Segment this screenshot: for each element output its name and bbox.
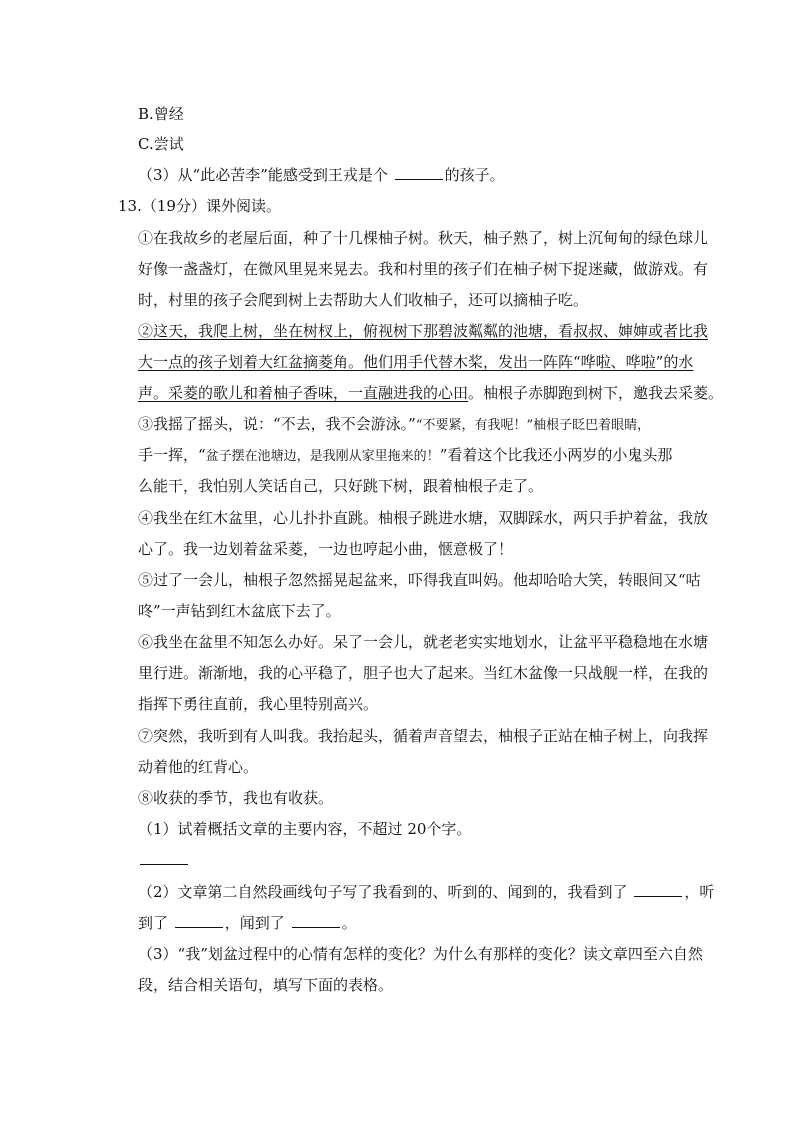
option-c: C.尝试 bbox=[138, 135, 184, 153]
q13-sub3-line: 段，结合相关语句，填写下面的表格。 bbox=[138, 976, 394, 994]
p1-line: 好像一盏盏灯，在微风里晃来晃去。我和村里的孩子们在柚子树下捉迷藏，做游戏。有 bbox=[138, 260, 709, 278]
q13-sub2-text: （2）文章第二自然段画线句子写了我看到的、听到的、闻到的，我看到了 bbox=[138, 883, 628, 901]
q12-sub3-text: （3）从“此必苦李”能感受到王戎是个 bbox=[138, 166, 388, 184]
p2-underlined-line: 大一点的孩子划着大红盆摘菱角。他们用手代替木桨，发出一阵阵“哗啦、哗啦”的水 bbox=[138, 353, 694, 371]
p4-line: ④我坐在红木盆里，心儿扑扑直跳。柚根子跳进水塘，双脚踩水，两只手护着盆，我放 bbox=[138, 509, 709, 527]
p3-line2-b: 盆子摆在池塘边，是我刚从家里拖来的！ bbox=[205, 449, 440, 464]
p3-line2-a: 手一挥，“ bbox=[138, 446, 206, 464]
p2-rest-segment: 。柚根子赤脚跑到树下，邀我去采菱。 bbox=[468, 384, 724, 402]
q13-sub2-text: ，闻到了 bbox=[224, 914, 285, 932]
p5-line: ⑤过了一会儿，柚根子忽然摇晃起盆来，吓得我直叫妈。他却哈哈大笑，转眼间又“咕 bbox=[138, 571, 701, 589]
p7-line: 动着他的红背心。 bbox=[138, 758, 259, 776]
p3-line3: 么能干，我怕别人笑话自己，只好跳下树，跟着柚根子走了。 bbox=[138, 477, 544, 495]
heard-blank[interactable] bbox=[175, 913, 223, 928]
p6-line: 指挥下勇往直前，我心里特别高兴。 bbox=[138, 695, 379, 713]
q12-sub3 bbox=[138, 165, 505, 185]
p7-line: ⑦突然，我听到有人叫我。我抬起头，循着声音望去，柚根子正站在柚子树上，向我挥 bbox=[138, 727, 709, 745]
answer-blank[interactable] bbox=[395, 165, 443, 180]
sub1-answer-line[interactable] bbox=[138, 850, 190, 870]
p2-line3 bbox=[138, 383, 723, 403]
p1-line: ①在我故乡的老屋后面，种了十几棵柚子树。秋天，柚子熟了，树上沉甸甸的绿色球儿 bbox=[138, 229, 709, 247]
q13-sub2-line1 bbox=[138, 882, 714, 902]
p6-line: 里行进。渐渐地，我的心平稳了，胆子也大了起来。当红木盆像一只战舰一样，在我的 bbox=[138, 664, 709, 682]
p3-dialog-a: ③我摇了摇头，说：“不去，我不会游泳。” bbox=[138, 415, 416, 433]
seen-blank[interactable] bbox=[634, 882, 682, 897]
q13-sub2-text: ，听 bbox=[684, 883, 715, 901]
p3-dialog-b: “不要紧，有我呢！”柚根子眨巴着眼睛， bbox=[415, 418, 651, 433]
p4-line: 心了。我一边划着盆采菱，一边也哼起小曲，惬意极了！ bbox=[138, 540, 514, 558]
p2-underlined-line: ②这天，我爬上树，坐在树杈上，俯视树下那碧波粼粼的池塘，看叔叔、婶婶或者比我 bbox=[138, 322, 709, 340]
p1-line: 时，村里的孩子会爬到树上去帮助大人们收柚子，还可以摘柚子吃。 bbox=[138, 291, 589, 309]
smelled-blank[interactable] bbox=[292, 913, 340, 928]
q13-sub1: （1）试着概括文章的主要内容，不超过 20个字。 bbox=[138, 820, 472, 838]
p3-line1 bbox=[138, 414, 650, 436]
p3-line2 bbox=[138, 445, 672, 467]
p3-line2-c: ”看着这个比我还小两岁的小鬼头那 bbox=[439, 446, 673, 464]
option-b: B.曾经 bbox=[138, 105, 184, 123]
q12-sub3-end: 的孩子。 bbox=[444, 166, 505, 184]
q13-sub3-line: （3）“我”划盆过程中的心情有怎样的变化？为什么有那样的变化？读文章四至六自然 bbox=[138, 945, 703, 963]
q13-sub2-line2 bbox=[138, 913, 357, 933]
q13-header: 13.（19分）课外阅读。 bbox=[118, 197, 281, 215]
q13-sub2-text: 到了 bbox=[138, 914, 169, 932]
p2-underlined-segment: 声。采菱的歌儿和着柚子香味，一直融进我的心田 bbox=[138, 384, 469, 402]
q13-sub2-text: 。 bbox=[341, 914, 357, 932]
answer-blank[interactable] bbox=[140, 850, 188, 865]
p8-line: ⑧收获的季节，我也有收获。 bbox=[138, 789, 334, 807]
p6-line: ⑥我坐在盆里不知怎么办好。呆了一会儿，就老老实实地划水，让盆平平稳稳地在水塘 bbox=[138, 633, 709, 651]
p5-line: 咚”一声钻到红木盆底下去了。 bbox=[138, 602, 341, 620]
